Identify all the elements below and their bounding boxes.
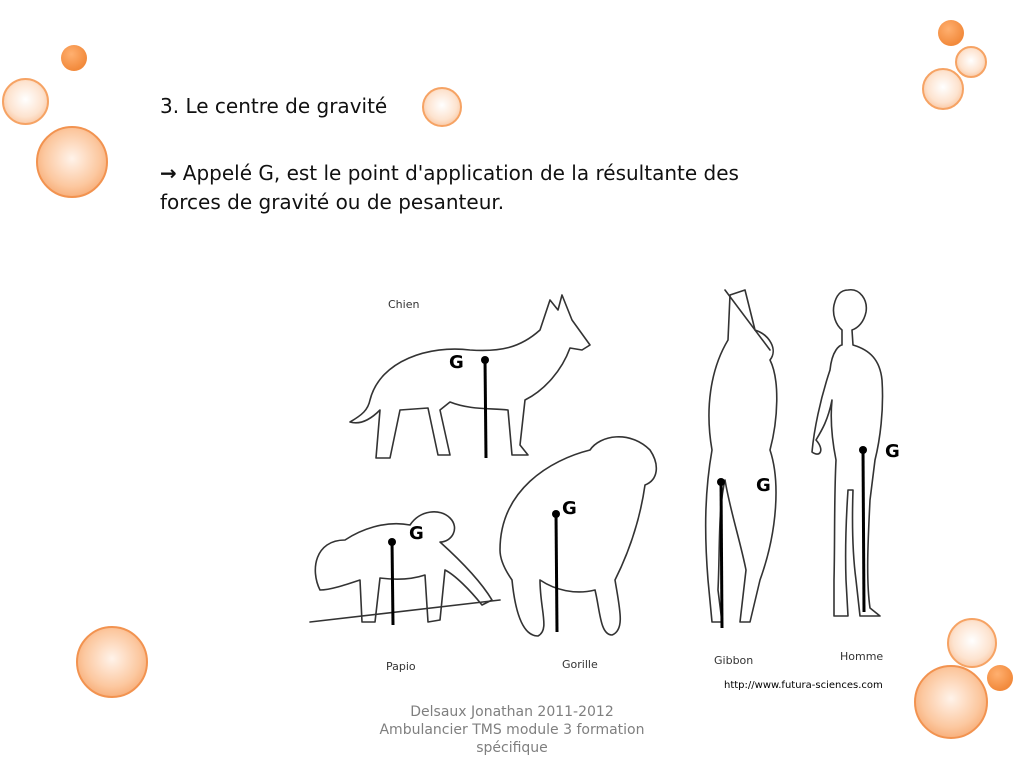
definition-paragraph	[160, 159, 800, 217]
gravity-label-gibbon: G	[756, 475, 771, 496]
gravity-label-papio: G	[409, 523, 424, 544]
footer-author: Delsaux Jonathan 2011-2012	[410, 704, 614, 720]
gravity-label-chien: G	[449, 352, 464, 373]
decorative-circle	[2, 78, 49, 125]
animal-silhouettes	[300, 250, 930, 690]
decorative-circle	[987, 665, 1013, 691]
footer-course-suffix: spécifique	[476, 740, 548, 756]
gorilla-gravity-point	[552, 510, 560, 518]
footer-course: Ambulancier TMS module 3 formation	[379, 722, 645, 738]
animal-label-chien: Chien	[388, 298, 420, 311]
decorative-circle	[922, 68, 964, 110]
slide-content	[160, 92, 800, 217]
decorative-circle	[61, 45, 87, 71]
gibbon-silhouette	[706, 290, 777, 622]
animal-label-papio: Papio	[386, 660, 416, 673]
baboon-gravity-line	[392, 540, 393, 625]
gravity-label-homme: G	[885, 441, 900, 462]
slide-title: 3. Le centre de gravité	[160, 94, 388, 118]
gibbon-gravity-point	[717, 478, 725, 486]
baboon-silhouette	[315, 512, 492, 622]
baboon-gravity-point	[388, 538, 396, 546]
slide-footer	[362, 703, 662, 757]
image-source-link[interactable]: http://www.futura-sciences.com	[724, 680, 883, 691]
animal-label-homme: Homme	[840, 650, 884, 663]
branch-line	[310, 600, 500, 622]
gravity-center-figure	[300, 250, 930, 690]
gravity-label-gorille: G	[562, 498, 577, 519]
definition-text: Appelé G, est le point d'application de la résultante des forces de gravité ou de pesanteur.	[160, 161, 739, 214]
human-gravity-point	[859, 446, 867, 454]
gibbon-gravity-line	[721, 480, 722, 628]
decorative-circle	[938, 20, 964, 46]
human-gravity-line	[863, 448, 864, 612]
gorilla-gravity-line	[556, 512, 557, 632]
decorative-circle	[947, 618, 997, 668]
animal-label-gorille: Gorille	[562, 658, 598, 671]
decorative-circle	[36, 126, 108, 198]
decorative-circle	[955, 46, 987, 78]
human-silhouette	[812, 290, 883, 616]
animal-label-gibbon: Gibbon	[714, 654, 754, 667]
dog-gravity-line	[485, 358, 486, 458]
decorative-circle	[76, 626, 148, 698]
arrow-right-icon: →	[160, 161, 177, 185]
gorilla-silhouette	[500, 437, 656, 636]
dog-gravity-point	[481, 356, 489, 364]
dog-silhouette	[350, 295, 590, 458]
